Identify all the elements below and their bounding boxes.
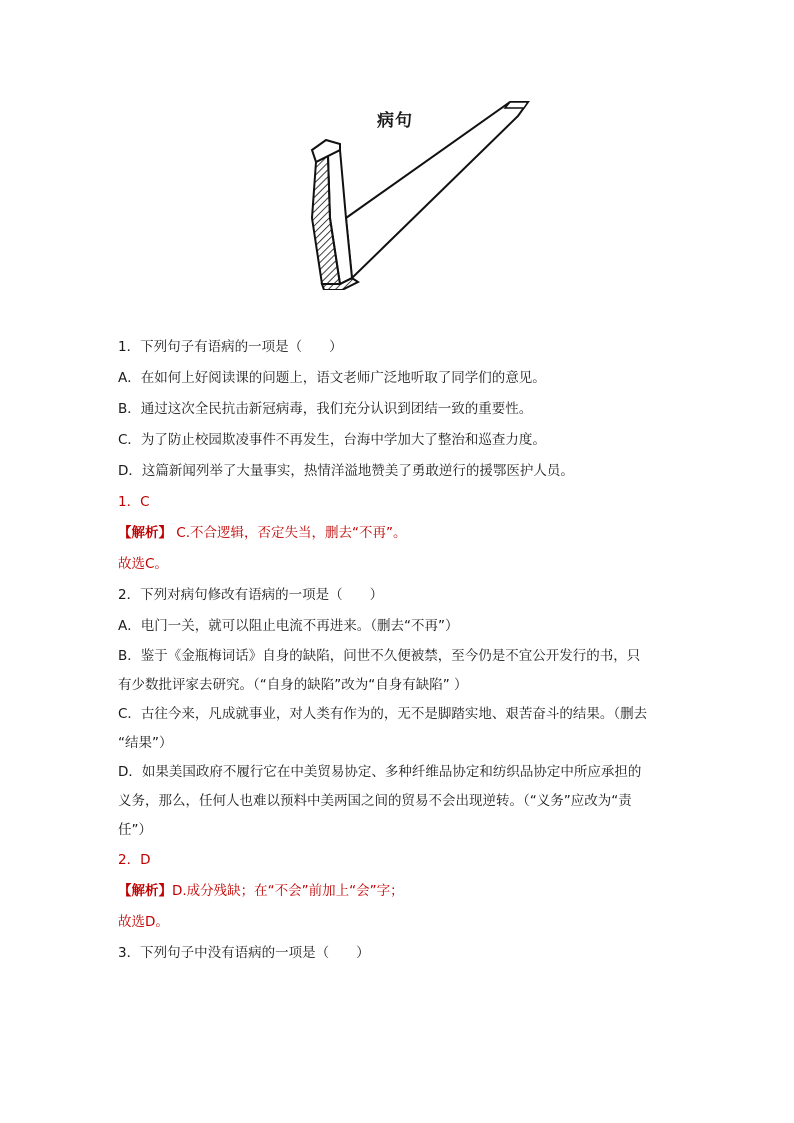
analysis-text: D.成分残缺；在“不会”前加上“会”字； — [172, 883, 404, 899]
checkmark-banner-icon — [300, 98, 530, 290]
analysis-tag: 【解析】 — [118, 525, 172, 541]
question-2-option-c-line-2: “结果”） — [118, 735, 173, 751]
question-1-option-b: B．通过这次全民抗击新冠病毒，我们充分认识到团结一致的重要性。 — [118, 401, 533, 417]
analysis-tag: 【解析】 — [118, 883, 172, 899]
question-2-option-d-line-1: D．如果美国政府不履行它在中美贸易协定、多种纤维品协定和纺织品协定中所应承担的 — [118, 764, 642, 780]
question-2-option-d-line-2: 义务，那么，任何人也难以预料中美两国之间的贸易不会出现逆转。（“义务”应改为“责 — [118, 793, 632, 809]
question-2-option-d-line-3: 任”） — [118, 822, 152, 838]
question-1-option-c: C．为了防止校园欺凌事件不再发生，台海中学加大了整治和巡查力度。 — [118, 432, 546, 448]
question-2-option-b-line-2: 有少数批评家去研究。（“自身的缺陷”改为“自身有缺陷” ） — [118, 677, 468, 693]
question-1-option-a: A．在如何上好阅读课的问题上，语文老师广泛地听取了同学们的意见。 — [118, 370, 546, 386]
question-1-option-d: D．这篇新闻列举了大量事实，热情洋溢地赞美了勇敢逆行的援鄂医护人员。 — [118, 463, 574, 479]
question-2-option-c-line-1: C．古往今来，凡成就事业，对人类有作为的，无不是脚踏实地、艰苦奋斗的结果。（删去 — [118, 706, 648, 722]
question-1-answer: 1．C — [118, 494, 150, 510]
question-2-conclusion: 故选D。 — [118, 914, 169, 930]
question-2-analysis — [118, 876, 678, 907]
analysis-text: C.不合逻辑，否定失当，删去“不再”。 — [172, 525, 407, 541]
page-title: 病句 — [377, 111, 413, 131]
question-1-analysis — [118, 518, 678, 549]
question-2-answer: 2．D — [118, 852, 151, 868]
question-2-option-a: A．电门一关，就可以阻止电流不再进来。（删去“不再”） — [118, 618, 459, 634]
question-2-option-b-line-1: B．鉴于《金瓶梅词话》自身的缺陷，问世不久便被禁，至今仍是不宜公开发行的书，只 — [118, 648, 641, 664]
question-3-stem: 3．下列句子中没有语病的一项是（ ） — [118, 945, 370, 961]
question-1-conclusion: 故选C。 — [118, 556, 168, 572]
question-1-stem: 1．下列句子有语病的一项是（ ） — [118, 339, 343, 355]
question-list — [118, 332, 678, 969]
question-2-stem: 2．下列对病句修改有语病的一项是（ ） — [118, 587, 384, 603]
